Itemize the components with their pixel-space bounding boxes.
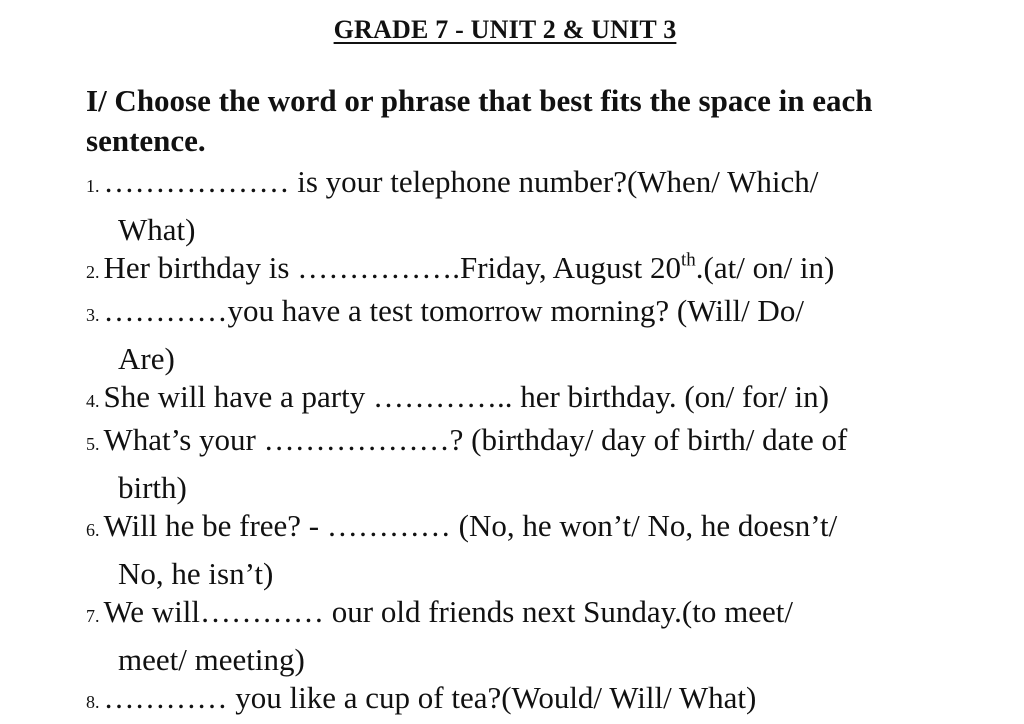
question-number: 1.	[86, 176, 100, 196]
question-text: Will he be free? - ………… (No, he won’t/ No, he doesn’t/	[103, 508, 838, 543]
question-number: 3.	[86, 305, 100, 325]
question-number: 2.	[86, 262, 100, 282]
question-1	[86, 160, 986, 251]
question-number: 8.	[86, 692, 100, 712]
question-text: ……………… is your telephone number?(When/ Which/	[103, 164, 819, 199]
question-text: Her birthday is …………….Friday, August 20	[103, 250, 681, 285]
question-text-continued: birth)	[118, 470, 187, 505]
question-text-continued: What)	[118, 212, 196, 247]
question-text: …………you have a test tomorrow morning? (Will/ Do/	[103, 293, 804, 328]
question-text: ………… you like a cup of tea?(Would/ Will/ What)	[103, 680, 757, 715]
question-3	[86, 289, 986, 380]
question-number: 4.	[86, 391, 100, 411]
question-number: 6.	[86, 520, 100, 540]
question-text-continued: Are)	[118, 341, 175, 376]
worksheet-title: GRADE 7 - UNIT 2 & UNIT 3	[333, 15, 677, 44]
question-text: She will have a party ………….. her birthday. (on/ for/ in)	[103, 379, 829, 414]
question-number: 5.	[86, 434, 100, 454]
section-instruction	[86, 81, 986, 161]
question-8	[86, 676, 986, 724]
question-6	[86, 504, 986, 595]
question-number: 7.	[86, 606, 100, 626]
question-text-continued: meet/ meeting)	[118, 642, 305, 677]
question-2	[86, 246, 986, 294]
question-text: What’s your ………………? (birthday/ day of birth/ date of	[103, 422, 848, 457]
instruction-line-1: I/ Choose the word or phrase that best fits the space in each	[86, 83, 873, 118]
instruction-line-2: sentence.	[86, 123, 206, 158]
question-4	[86, 375, 986, 423]
question-text-continued: No, he isn’t)	[118, 556, 274, 591]
question-5	[86, 418, 986, 509]
question-7	[86, 590, 986, 681]
ordinal-suffix: th	[680, 249, 696, 271]
question-text: We will………… our old friends next Sunday.(to meet/	[103, 594, 793, 629]
question-options: .(at/ on/ in)	[695, 250, 835, 285]
